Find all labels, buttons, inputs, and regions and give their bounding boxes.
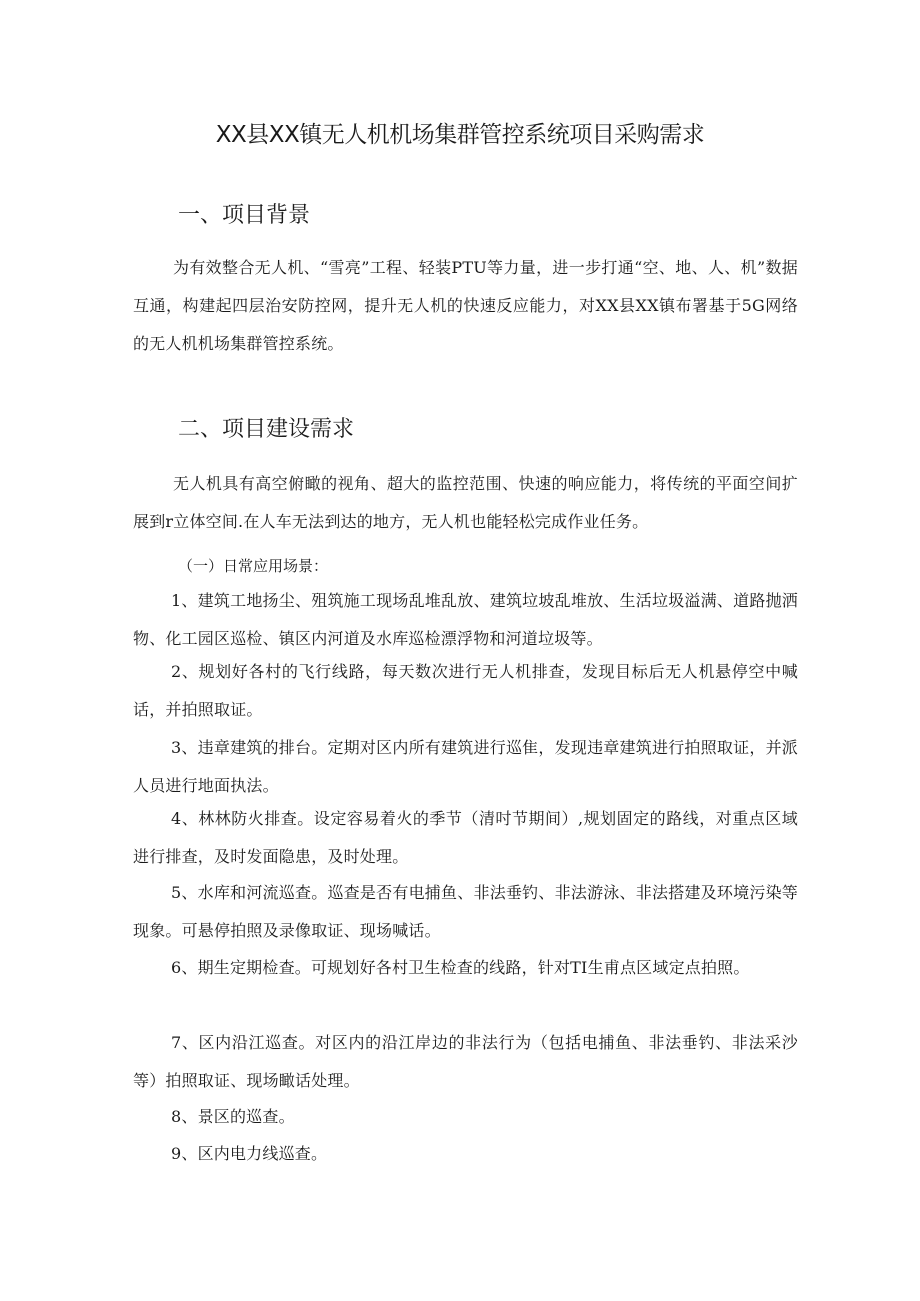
requirements-paragraph: 无人机具有高空俯瞰的视角、超大的监控范围、快速的响应能力，将传统的平面空间扩展到r立体空间.在人车无法到达的地方，无人机也能轻松完成作业任务。: [133, 474, 798, 531]
scenario-item-4: 4、林林防火排查。设定容易着火的季节（清吋节期间）,规划固定的路线，对重点区域进行排查，及时发面隐患，及时处理。: [133, 809, 798, 866]
scenario-item-3: 3、违章建筑的排台。定期对区内所有建筑进行巡隹，发现违章建筑进行拍照取证，并派人员进行地面执法。: [133, 738, 798, 795]
document-title: XX县XX镇无人机机场集群管控系统项目采购需求: [215, 122, 705, 148]
scenario-item-2: 2、规划好各村的飞行线路，每天数次进行无人机排查，发现目标后无人机悬停空中喊话，并拍照取证。: [133, 662, 798, 719]
scenario-item-7: 7、区内沿江巡查。对区内的沿江岸边的非法行为（包括电捕鱼、非法垂钓、非法采沙等）拍照取证、现场瞰话处理。: [133, 1033, 798, 1090]
scenario-item-9: 9、区内电力线巡查。: [171, 1144, 328, 1163]
background-paragraph: 为有效整合无人机、“雪亮”工程、轻装PTU等力量，进一步打通“空、地、人、机”数据互通，构建起四层治安防控网，提升无人机的快速反应能力，对XX县XX镇布署基于5G网络的无人机机场集群管控系统。: [133, 258, 798, 353]
scenario-item-8: 8、景区的巡查。: [171, 1107, 295, 1126]
scenario-item-5: 5、水库和河流巡查。巡查是否有电捕鱼、非法垂钓、非法游泳、非法搭建及环境污染等现象。可悬停拍照及录像取证、现场喊话。: [133, 883, 798, 940]
scenario-item-1: 1、建筑工地扬尘、殂筑施工现场乱堆乱放、建筑垃坡乱堆放、生活垃圾溢满、道路抛洒物、化工园区巡检、镇区内河道及水库巡检漂浮物和河道垃圾等。: [133, 591, 798, 648]
subsection-heading-daily-scenarios: （一）日常应用场景：: [178, 557, 329, 575]
section-heading-requirements: 二、项目建设需求: [178, 417, 355, 442]
section-heading-background: 一、项目背景: [178, 203, 311, 228]
scenario-item-6: 6、期生定期检查。可规划好各村卫生检查的线路，针对TI生甫点区域定点拍照。: [171, 958, 750, 977]
